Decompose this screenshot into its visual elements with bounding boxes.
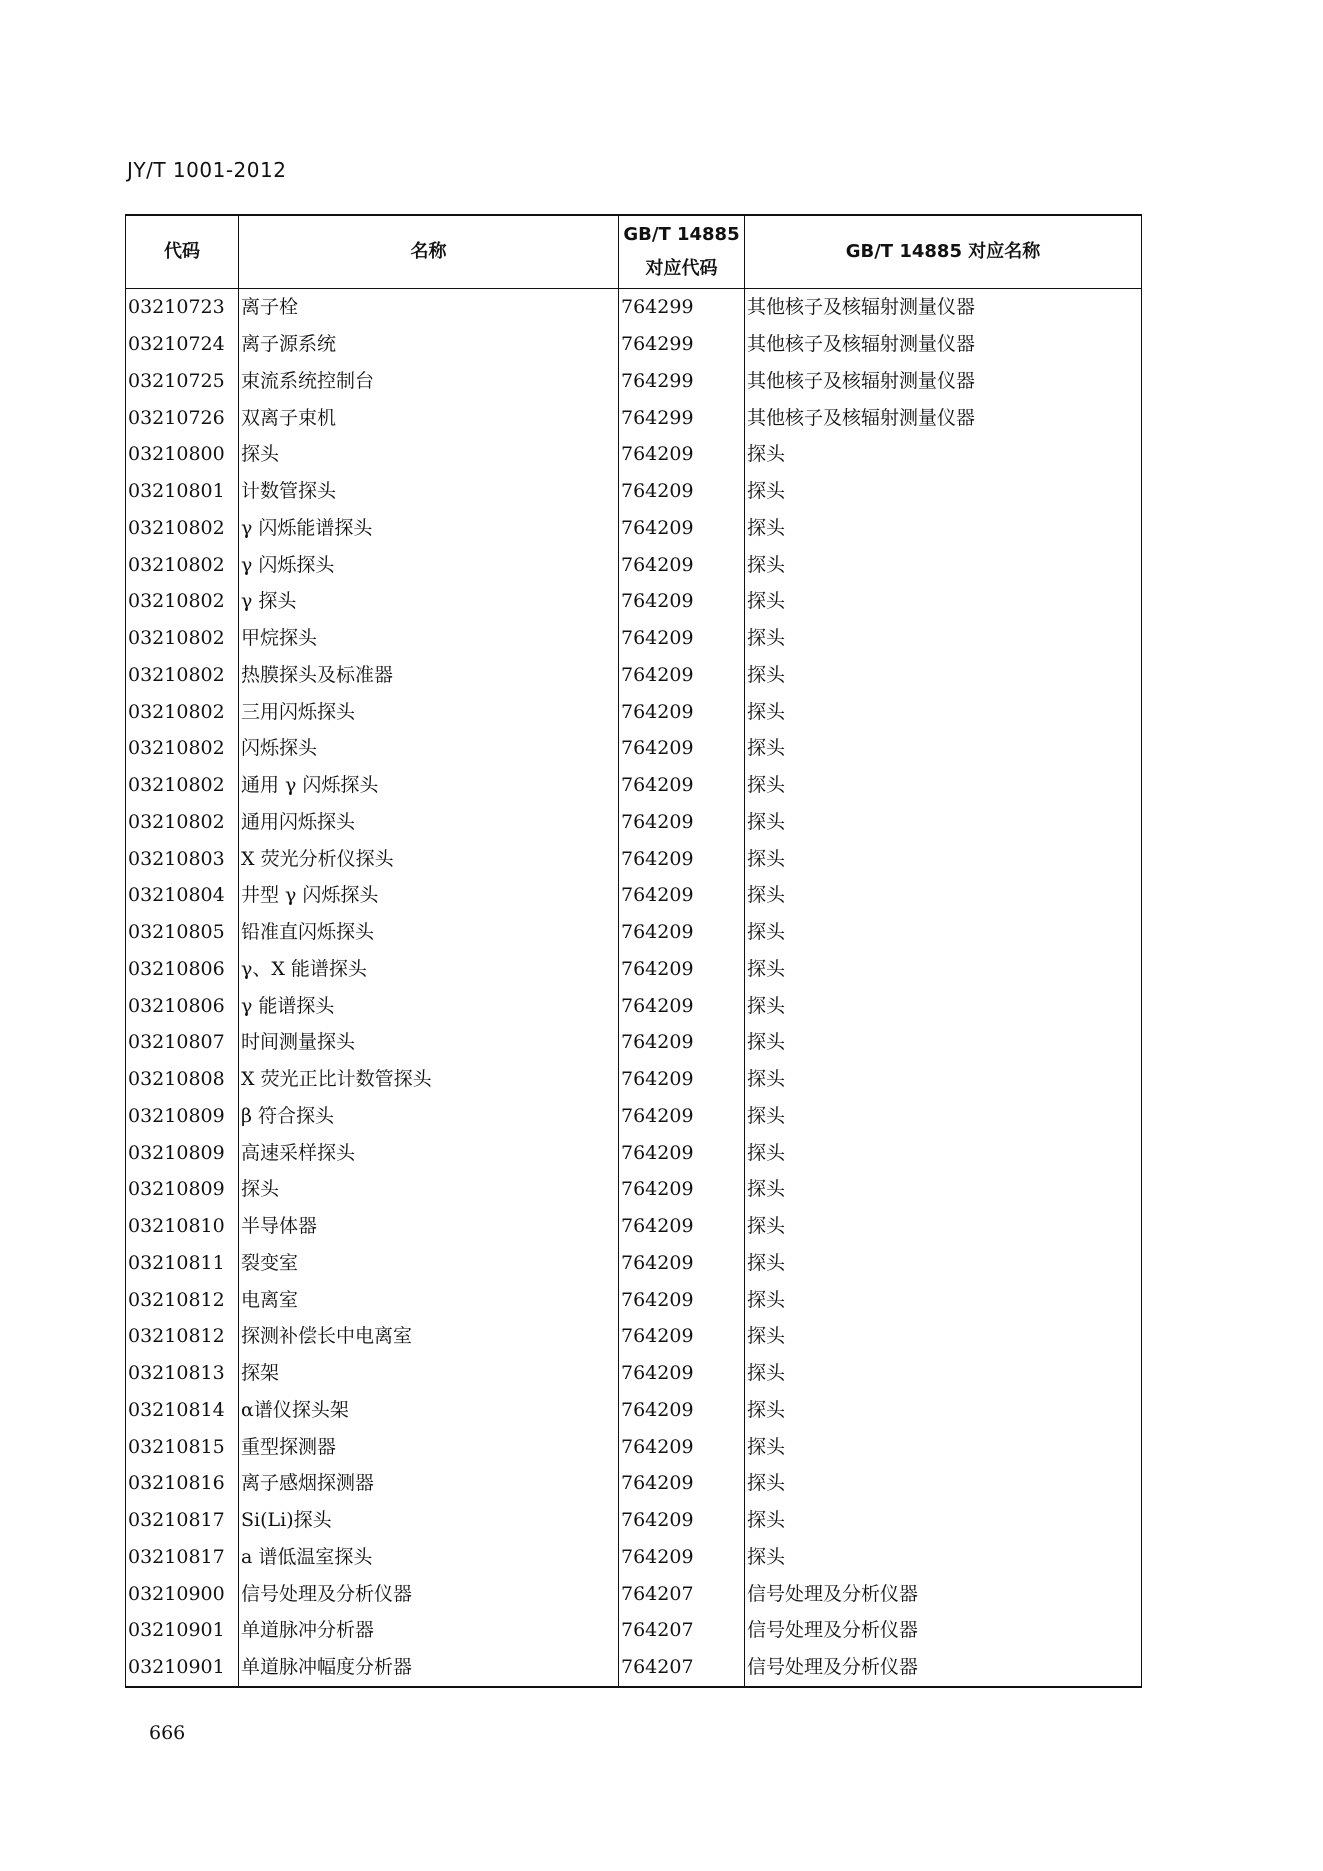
cell-code: 03210723 (126, 289, 239, 326)
cell-code: 03210901 (126, 1649, 239, 1687)
cell-code: 03210809 (126, 1134, 239, 1171)
cell-name: 闪烁探头 (239, 730, 619, 767)
cell-code: 03210724 (126, 326, 239, 363)
document-code: JY/T 1001-2012 (127, 158, 287, 182)
cell-gb-name: 探头 (745, 1024, 1142, 1061)
cell-code: 03210808 (126, 1061, 239, 1098)
cell-gb-code: 764209 (619, 473, 745, 510)
table-row (126, 1318, 1142, 1355)
table-row (126, 620, 1142, 657)
cell-name: 三用闪烁探头 (239, 693, 619, 730)
cell-name: X 荧光正比计数管探头 (239, 1061, 619, 1098)
cell-code: 03210801 (126, 473, 239, 510)
cell-gb-name: 探头 (745, 1208, 1142, 1245)
cell-name: α谱仪探头架 (239, 1392, 619, 1429)
cell-name: 热膜探头及标准器 (239, 657, 619, 694)
cell-gb-code: 764209 (619, 877, 745, 914)
cell-gb-name: 探头 (745, 510, 1142, 547)
table-row (126, 399, 1142, 436)
cell-name: 高速采样探头 (239, 1134, 619, 1171)
table-row (126, 1428, 1142, 1465)
cell-gb-name: 探头 (745, 1134, 1142, 1171)
cell-gb-name: 探头 (745, 1355, 1142, 1392)
cell-name: 电离室 (239, 1281, 619, 1318)
cell-name: 通用闪烁探头 (239, 804, 619, 841)
cell-gb-name: 探头 (745, 987, 1142, 1024)
cell-gb-code: 764209 (619, 1245, 745, 1282)
cell-name: γ 闪烁探头 (239, 546, 619, 583)
table-row (126, 1134, 1142, 1171)
cell-code: 03210809 (126, 1098, 239, 1135)
cell-gb-name: 探头 (745, 1171, 1142, 1208)
cell-code: 03210814 (126, 1392, 239, 1429)
cell-code: 03210815 (126, 1428, 239, 1465)
cell-gb-name: 探头 (745, 436, 1142, 473)
cell-code: 03210811 (126, 1245, 239, 1282)
table-row (126, 326, 1142, 363)
cell-name: γ 闪烁能谱探头 (239, 510, 619, 547)
cell-code: 03210812 (126, 1281, 239, 1318)
cell-gb-code: 764209 (619, 1355, 745, 1392)
table-row (126, 436, 1142, 473)
cell-gb-name: 探头 (745, 546, 1142, 583)
table-row (126, 1612, 1142, 1649)
cell-gb-code: 764209 (619, 546, 745, 583)
table-row (126, 840, 1142, 877)
cell-name: 探测补偿长中电离室 (239, 1318, 619, 1355)
cell-gb-code: 764209 (619, 1502, 745, 1539)
cell-code: 03210805 (126, 914, 239, 951)
cell-gb-name: 探头 (745, 1245, 1142, 1282)
cell-gb-name: 探头 (745, 1061, 1142, 1098)
cell-name: 重型探测器 (239, 1428, 619, 1465)
cell-gb-name: 探头 (745, 583, 1142, 620)
table-row (126, 657, 1142, 694)
table-row (126, 473, 1142, 510)
cell-code: 03210803 (126, 840, 239, 877)
cell-gb-code: 764209 (619, 657, 745, 694)
header-name: 名称 (239, 215, 619, 289)
table-row (126, 583, 1142, 620)
cell-gb-name: 其他核子及核辐射测量仪器 (745, 399, 1142, 436)
cell-code: 03210802 (126, 546, 239, 583)
cell-code: 03210812 (126, 1318, 239, 1355)
cell-code: 03210817 (126, 1502, 239, 1539)
cell-code: 03210802 (126, 620, 239, 657)
cell-gb-name: 信号处理及分析仪器 (745, 1649, 1142, 1687)
cell-gb-code: 764209 (619, 987, 745, 1024)
table-row (126, 1649, 1142, 1687)
cell-code: 03210802 (126, 693, 239, 730)
cell-code: 03210816 (126, 1465, 239, 1502)
code-mapping-table (125, 214, 1142, 1688)
table-row (126, 289, 1142, 326)
header-gb-name: GB/T 14885 对应名称 (745, 215, 1142, 289)
header-gb-code-line1: GB/T 14885 (623, 224, 740, 245)
table-row (126, 767, 1142, 804)
table-body (126, 289, 1142, 1687)
cell-name: 甲烷探头 (239, 620, 619, 657)
cell-name: 双离子束机 (239, 399, 619, 436)
table-row (126, 1281, 1142, 1318)
table-row (126, 1539, 1142, 1576)
cell-gb-code: 764209 (619, 693, 745, 730)
table-row (126, 987, 1142, 1024)
cell-name: 通用 γ 闪烁探头 (239, 767, 619, 804)
cell-gb-code: 764209 (619, 1428, 745, 1465)
table-row (126, 510, 1142, 547)
cell-gb-name: 探头 (745, 1392, 1142, 1429)
table-row (126, 1024, 1142, 1061)
cell-name: 离子栓 (239, 289, 619, 326)
cell-gb-name: 探头 (745, 693, 1142, 730)
cell-code: 03210802 (126, 510, 239, 547)
cell-gb-name: 探头 (745, 877, 1142, 914)
cell-name: β 符合探头 (239, 1098, 619, 1135)
table-row (126, 1208, 1142, 1245)
table-row (126, 546, 1142, 583)
cell-name: Si(Li)探头 (239, 1502, 619, 1539)
table-row (126, 1355, 1142, 1392)
cell-name: 单道脉冲分析器 (239, 1612, 619, 1649)
cell-gb-code: 764209 (619, 1465, 745, 1502)
cell-code: 03210800 (126, 436, 239, 473)
cell-gb-name: 探头 (745, 767, 1142, 804)
cell-gb-name: 探头 (745, 657, 1142, 694)
table-row (126, 1061, 1142, 1098)
cell-name: γ 能谱探头 (239, 987, 619, 1024)
cell-name: 探架 (239, 1355, 619, 1392)
cell-name: 半导体器 (239, 1208, 619, 1245)
table-row (126, 951, 1142, 988)
table-row (126, 730, 1142, 767)
cell-gb-code: 764209 (619, 1208, 745, 1245)
cell-name: 探头 (239, 436, 619, 473)
cell-gb-code: 764209 (619, 1061, 745, 1098)
cell-name: 离子感烟探测器 (239, 1465, 619, 1502)
cell-gb-code: 764209 (619, 1098, 745, 1135)
cell-gb-code: 764209 (619, 583, 745, 620)
table-row (126, 1465, 1142, 1502)
cell-gb-name: 探头 (745, 1098, 1142, 1135)
table-row (126, 914, 1142, 951)
cell-gb-name: 探头 (745, 951, 1142, 988)
cell-name: 井型 γ 闪烁探头 (239, 877, 619, 914)
cell-code: 03210807 (126, 1024, 239, 1061)
cell-gb-name: 探头 (745, 840, 1142, 877)
cell-gb-code: 764209 (619, 510, 745, 547)
header-gb-code (619, 215, 745, 289)
table-header-row (126, 215, 1142, 289)
cell-gb-name: 探头 (745, 1318, 1142, 1355)
cell-code: 03210810 (126, 1208, 239, 1245)
cell-gb-name: 其他核子及核辐射测量仪器 (745, 289, 1142, 326)
header-code: 代码 (126, 215, 239, 289)
cell-gb-code: 764299 (619, 326, 745, 363)
cell-gb-name: 探头 (745, 730, 1142, 767)
cell-gb-code: 764209 (619, 840, 745, 877)
cell-name: 计数管探头 (239, 473, 619, 510)
cell-gb-name: 其他核子及核辐射测量仪器 (745, 363, 1142, 400)
cell-gb-code: 764209 (619, 951, 745, 988)
cell-gb-code: 764209 (619, 1024, 745, 1061)
page-number: 666 (149, 1722, 186, 1744)
cell-gb-name: 探头 (745, 1465, 1142, 1502)
table-row (126, 693, 1142, 730)
cell-name: 束流系统控制台 (239, 363, 619, 400)
cell-code: 03210802 (126, 657, 239, 694)
cell-name: X 荧光分析仪探头 (239, 840, 619, 877)
cell-name: a 谱低温室探头 (239, 1539, 619, 1576)
cell-code: 03210802 (126, 767, 239, 804)
cell-gb-code: 764299 (619, 289, 745, 326)
cell-gb-code: 764209 (619, 1134, 745, 1171)
cell-gb-code: 764299 (619, 363, 745, 400)
cell-gb-code: 764209 (619, 1318, 745, 1355)
cell-name: 裂变室 (239, 1245, 619, 1282)
cell-gb-code: 764209 (619, 1281, 745, 1318)
cell-name: 铅准直闪烁探头 (239, 914, 619, 951)
cell-gb-name: 探头 (745, 804, 1142, 841)
cell-code: 03210802 (126, 804, 239, 841)
cell-code: 03210725 (126, 363, 239, 400)
cell-code: 03210802 (126, 583, 239, 620)
table-row (126, 804, 1142, 841)
cell-gb-code: 764209 (619, 1171, 745, 1208)
cell-gb-name: 信号处理及分析仪器 (745, 1612, 1142, 1649)
table-row (126, 1245, 1142, 1282)
cell-name: 信号处理及分析仪器 (239, 1575, 619, 1612)
cell-code: 03210806 (126, 951, 239, 988)
table-row (126, 1502, 1142, 1539)
cell-gb-code: 764209 (619, 730, 745, 767)
cell-code: 03210900 (126, 1575, 239, 1612)
cell-name: 单道脉冲幅度分析器 (239, 1649, 619, 1687)
cell-code: 03210802 (126, 730, 239, 767)
cell-gb-code: 764209 (619, 620, 745, 657)
header-gb-code-line2: 对应代码 (645, 258, 718, 279)
table-row (126, 877, 1142, 914)
cell-gb-code: 764209 (619, 1539, 745, 1576)
cell-gb-code: 764209 (619, 436, 745, 473)
cell-gb-code: 764209 (619, 1392, 745, 1429)
cell-name: 离子源系统 (239, 326, 619, 363)
cell-name: γ 探头 (239, 583, 619, 620)
cell-gb-code: 764207 (619, 1612, 745, 1649)
cell-gb-code: 764209 (619, 767, 745, 804)
table-row (126, 1171, 1142, 1208)
cell-gb-name: 其他核子及核辐射测量仪器 (745, 326, 1142, 363)
table-row (126, 1098, 1142, 1135)
cell-gb-name: 信号处理及分析仪器 (745, 1575, 1142, 1612)
table-row (126, 1392, 1142, 1429)
table-row (126, 1575, 1142, 1612)
cell-code: 03210806 (126, 987, 239, 1024)
cell-gb-code: 764209 (619, 914, 745, 951)
cell-gb-name: 探头 (745, 914, 1142, 951)
table-row (126, 363, 1142, 400)
cell-name: γ、X 能谱探头 (239, 951, 619, 988)
cell-gb-name: 探头 (745, 620, 1142, 657)
cell-code: 03210813 (126, 1355, 239, 1392)
cell-code: 03210804 (126, 877, 239, 914)
cell-gb-code: 764299 (619, 399, 745, 436)
cell-gb-name: 探头 (745, 1281, 1142, 1318)
cell-gb-name: 探头 (745, 1502, 1142, 1539)
cell-gb-code: 764207 (619, 1575, 745, 1612)
cell-code: 03210817 (126, 1539, 239, 1576)
cell-gb-name: 探头 (745, 1428, 1142, 1465)
cell-name: 时间测量探头 (239, 1024, 619, 1061)
cell-gb-name: 探头 (745, 1539, 1142, 1576)
cell-code: 03210901 (126, 1612, 239, 1649)
cell-name: 探头 (239, 1171, 619, 1208)
cell-code: 03210809 (126, 1171, 239, 1208)
cell-gb-code: 764209 (619, 804, 745, 841)
cell-code: 03210726 (126, 399, 239, 436)
cell-gb-name: 探头 (745, 473, 1142, 510)
cell-gb-code: 764207 (619, 1649, 745, 1687)
